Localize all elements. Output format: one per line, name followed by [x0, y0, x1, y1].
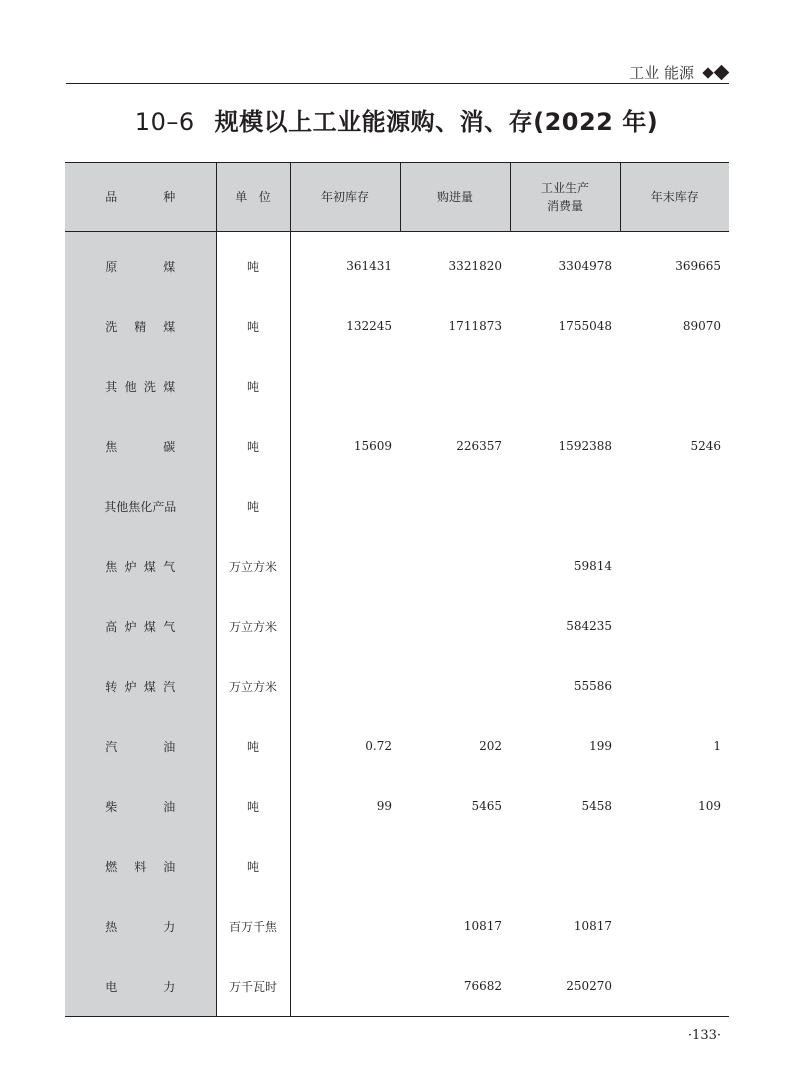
row-unit: 万立方米: [216, 596, 290, 656]
table-row: [65, 596, 729, 656]
row-opening-stock: 132245: [346, 319, 392, 333]
row-purchases: 226357: [456, 439, 502, 453]
row-closing-stock: [620, 956, 729, 1017]
row-purchases: 202: [479, 739, 502, 753]
row-purchases: 76682: [400, 956, 510, 1017]
row-opening-stock: 15609: [353, 439, 392, 453]
table-header-row: [65, 163, 729, 232]
row-variety: 其他焦化产品: [65, 476, 216, 536]
row-purchases: [400, 656, 510, 716]
row-unit: 吨: [216, 356, 290, 416]
row-variety: 焦 碳: [65, 416, 216, 476]
row-consumption: [510, 476, 620, 536]
row-unit: 万立方米: [216, 656, 290, 716]
row-purchases: [400, 536, 510, 596]
row-closing-stock: 89070: [682, 319, 721, 333]
col-header-variety: 品 种: [65, 163, 216, 232]
col-header-closing-stock: 年末库存: [620, 163, 729, 232]
col-header-purchases: 购进量: [400, 163, 510, 232]
row-purchases: [400, 836, 510, 896]
col-header-opening-stock: 年初库存: [290, 163, 400, 232]
table-row: [65, 356, 729, 416]
table-row: [65, 232, 729, 297]
row-unit: 吨: [216, 476, 290, 536]
row-unit: 吨: [216, 232, 290, 297]
row-consumption: 584235: [566, 619, 612, 633]
table-row: [65, 716, 729, 776]
row-opening-stock: 0.72: [365, 739, 392, 753]
row-purchases: [400, 476, 510, 536]
row-variety: 高 炉 煤 气: [65, 596, 216, 656]
row-unit: 吨: [216, 416, 290, 476]
row-closing-stock: [620, 596, 729, 656]
table-row: [65, 836, 729, 896]
page-number: ·133·: [687, 1028, 721, 1043]
row-opening-stock: [290, 476, 400, 536]
row-closing-stock: [620, 476, 729, 536]
row-opening-stock: [290, 656, 400, 716]
row-opening-stock: [290, 536, 400, 596]
row-closing-stock: [620, 836, 729, 896]
col-header-consumption: 工业生产 消费量: [510, 163, 620, 232]
row-unit: 吨: [216, 836, 290, 896]
row-variety: 电 力: [65, 956, 216, 1017]
row-unit: 吨: [216, 716, 290, 776]
running-header: [629, 62, 727, 83]
row-purchases: 1711873: [448, 319, 502, 333]
row-variety: 转 炉 煤 汽: [65, 656, 216, 716]
row-consumption: 199: [589, 739, 612, 753]
row-variety: 热 力: [65, 896, 216, 956]
page-title: [0, 102, 793, 137]
row-consumption: 1755048: [558, 319, 612, 333]
row-consumption: 250270: [510, 956, 620, 1017]
row-opening-stock: [290, 896, 400, 956]
energy-table: [65, 162, 729, 1017]
row-consumption: 55586: [573, 679, 612, 693]
row-opening-stock: 99: [376, 799, 392, 813]
row-variety: 柴 油: [65, 776, 216, 836]
row-consumption: 3304978: [558, 259, 612, 273]
row-consumption: 10817: [573, 919, 612, 933]
row-closing-stock: 1: [713, 739, 721, 753]
table-row: [65, 536, 729, 596]
table-row: [65, 416, 729, 476]
row-variety: 其 他 洗 煤: [65, 356, 216, 416]
row-variety: 汽 油: [65, 716, 216, 776]
row-consumption: 1592388: [558, 439, 612, 453]
table-number: 10–6: [134, 108, 195, 136]
row-variety: 原 煤: [65, 232, 216, 297]
row-consumption: [510, 356, 620, 416]
row-purchases: 3321820: [448, 259, 502, 273]
row-variety: 洗 精 煤: [65, 296, 216, 356]
table-row: [65, 956, 729, 1017]
row-consumption: 5458: [581, 799, 612, 813]
row-closing-stock: 109: [698, 799, 721, 813]
row-purchases: [400, 596, 510, 656]
row-opening-stock: [290, 596, 400, 656]
row-closing-stock: 5246: [690, 439, 721, 453]
row-unit: 吨: [216, 776, 290, 836]
row-opening-stock: 361431: [346, 259, 392, 273]
row-unit: 百万千焦: [216, 896, 290, 956]
row-opening-stock: [290, 956, 400, 1017]
diamond-ornament-icon: [704, 67, 727, 78]
row-purchases: 5465: [471, 799, 502, 813]
row-closing-stock: [620, 656, 729, 716]
row-opening-stock: [290, 356, 400, 416]
row-unit: 万千瓦时: [216, 956, 290, 1017]
row-purchases: [400, 356, 510, 416]
table-row: [65, 296, 729, 356]
row-closing-stock: [620, 896, 729, 956]
section-label: 工业 能源: [629, 64, 694, 82]
row-consumption: 59814: [573, 559, 612, 573]
table-row: [65, 896, 729, 956]
table-row: [65, 656, 729, 716]
table-row: [65, 776, 729, 836]
row-unit: 万立方米: [216, 536, 290, 596]
table-row: [65, 476, 729, 536]
row-closing-stock: [620, 356, 729, 416]
row-variety: 燃 料 油: [65, 836, 216, 896]
row-closing-stock: [620, 536, 729, 596]
row-opening-stock: [290, 836, 400, 896]
row-variety: 焦 炉 煤 气: [65, 536, 216, 596]
row-closing-stock: 369665: [675, 259, 721, 273]
header-rule: [66, 83, 729, 84]
col-header-unit: 单 位: [216, 163, 290, 232]
row-unit: 吨: [216, 296, 290, 356]
table-title-text: 规模以上工业能源购、消、存(2022 年): [214, 108, 659, 136]
row-consumption: [510, 836, 620, 896]
row-purchases: 10817: [463, 919, 502, 933]
